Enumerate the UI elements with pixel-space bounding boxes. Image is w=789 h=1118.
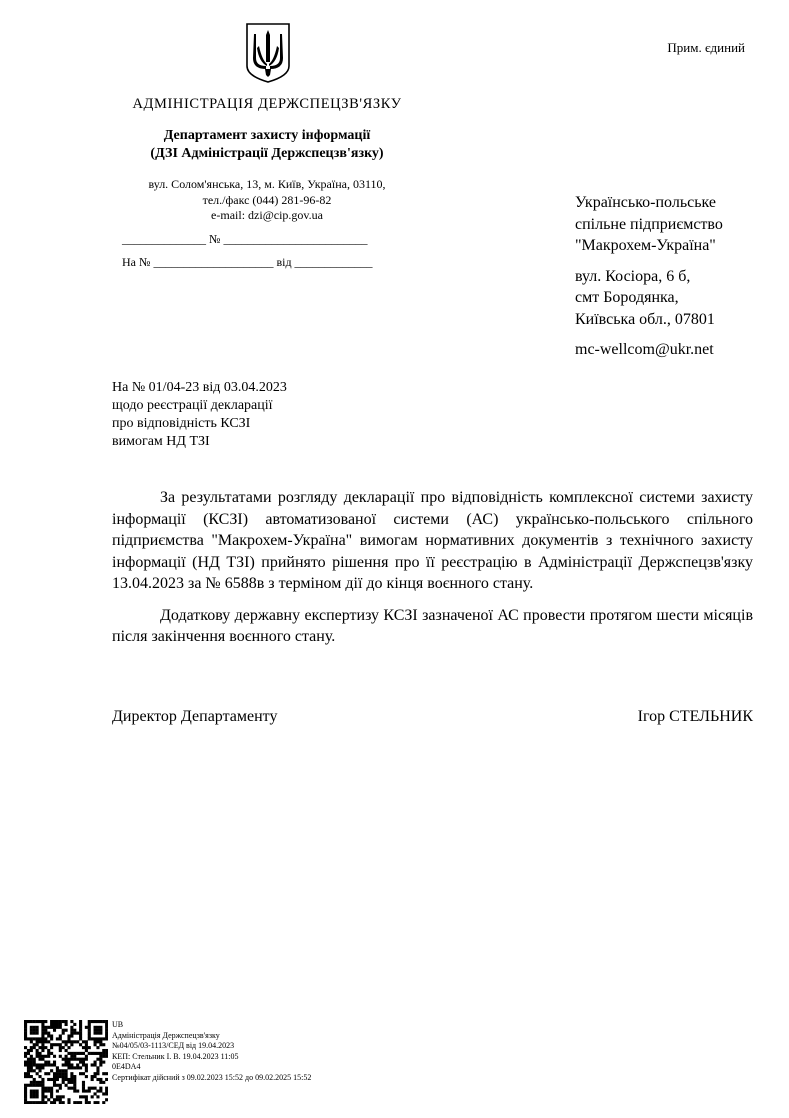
- subject-line1: На № 01/04-23 від 03.04.2023: [112, 380, 287, 395]
- recipient-address2: смт Бородянка,: [575, 289, 679, 306]
- recipient-line2: спільне підприємство: [575, 215, 723, 233]
- department-name-line1: Департамент захисту інформації: [163, 128, 371, 143]
- recipient-block: [575, 192, 723, 361]
- ukraine-trident-icon: [245, 22, 291, 84]
- subject-line3: про відповідність КСЗІ: [112, 416, 251, 431]
- sender-phone: тел./факс (044) 281-96-82: [202, 192, 332, 207]
- sender-block: [112, 96, 422, 224]
- sender-email: e-mail: dzi@cip.gov.ua: [211, 208, 323, 222]
- letter-body: [112, 487, 753, 658]
- subject-block: [112, 379, 287, 451]
- stamp-line5: 0E4DA4: [112, 1062, 141, 1071]
- reference-line: На № ____________________ від _____________: [122, 255, 373, 269]
- stamp-line6: Сертифікат дійсний з 09.02.2023 15:52 до 09.02.2025 15:52: [112, 1072, 312, 1082]
- recipient-email: mc-wellcom@ukr.net: [575, 341, 714, 358]
- stamp-line1: UB: [112, 1020, 124, 1029]
- recipient-line3: "Макрохем-Україна": [575, 237, 716, 254]
- body-paragraph-2: Додаткову державну експертизу КСЗІ зазначеної АС провести протягом шести місяців після закінчення воєнного стану.: [112, 606, 753, 645]
- subject-line2: щодо реєстрації декларації: [112, 398, 273, 413]
- organization-name: АДМІНІСТРАЦІЯ ДЕРЖСПЕЦЗВ'ЯЗКУ: [132, 96, 402, 112]
- recipient-line1: Українсько-польське: [575, 194, 716, 211]
- stamp-line2: Адміністрація Держспецзв'язку: [112, 1030, 220, 1040]
- qr-code-icon: [24, 1020, 108, 1104]
- signatory-title: Директор Департаменту: [112, 708, 278, 725]
- copy-note: Прим. єдиний: [667, 40, 745, 55]
- stamp-line3: №04/05/03-1113/СЕД від 19.04.2023: [112, 1041, 235, 1050]
- body-paragraph-1: За результатами розгляду декларації про відповідність комплексної системи захисту інформації (КСЗІ) автоматизованої системи (АС) українсько-польського спільного підприємства "Макрохем-Україна" вимогам нормативних документів з технічного захисту інформації (НД ТЗІ) прийнято рішення про її реєстрацію в Адміністрації Держспецзв'язку 13.04.2023 за № 6588в з терміном дії до кінця воєнного стану.: [112, 489, 753, 592]
- recipient-address3: Київська обл., 07801: [575, 310, 715, 328]
- recipient-address1: вул. Косіора, 6 б,: [575, 267, 691, 285]
- e-signature-stamp: [112, 1020, 311, 1083]
- department-name-line2: (ДЗІ Адміністрації Держспецзв'язку): [150, 146, 384, 161]
- signatory-name: Ігор СТЕЛЬНИК: [637, 708, 753, 725]
- registration-line: ______________ № ________________________: [122, 232, 368, 246]
- subject-line4: вимогам НД ТЗІ: [112, 434, 210, 449]
- sender-address-line1: вул. Солом'янська, 13, м. Київ, Україна, 03110,: [148, 177, 386, 191]
- stamp-line4: КЕП: Стельник І. В. 19.04.2023 11:05: [112, 1051, 239, 1061]
